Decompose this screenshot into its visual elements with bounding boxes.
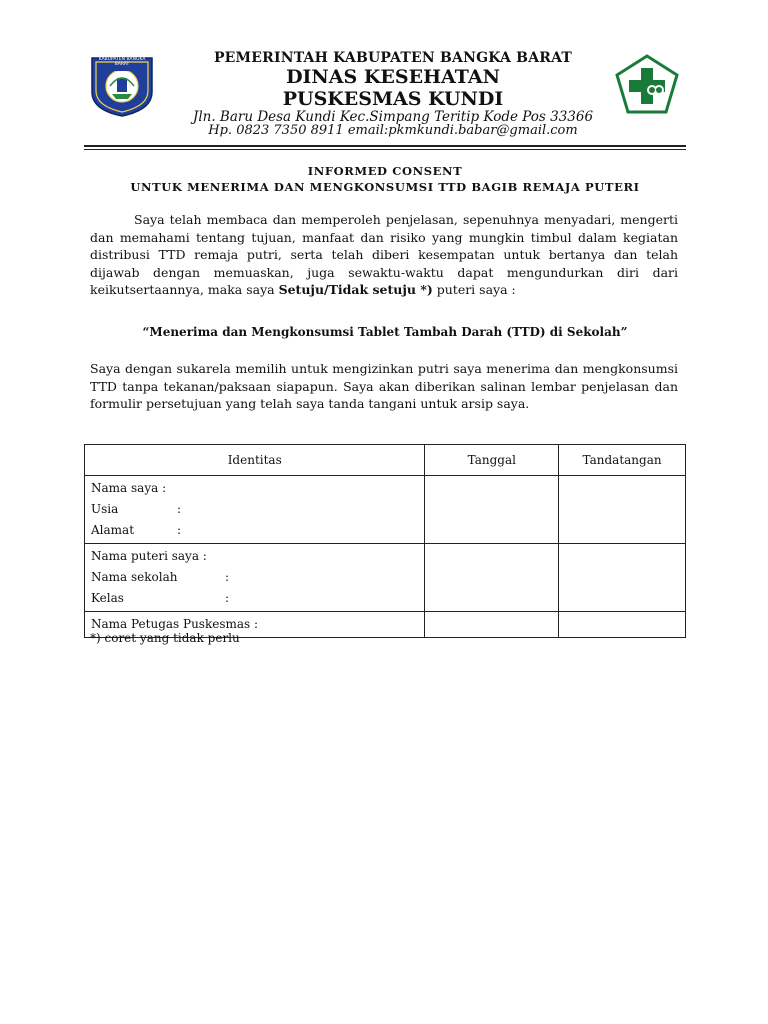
- header-tanggal: Tanggal: [425, 445, 559, 476]
- header-identitas: Identitas: [85, 445, 425, 476]
- field-nama-saya[interactable]: Nama saya :: [91, 481, 167, 495]
- date-cell[interactable]: [425, 612, 559, 638]
- letterhead-rule: [84, 145, 686, 147]
- footnote: *) coret yang tidak perlu: [90, 631, 240, 645]
- signature-cell[interactable]: [559, 544, 686, 612]
- clinic-contact: Hp. 0823 7350 8911 email:pkmkundi.babar@gmail.com: [208, 123, 578, 138]
- regency-name: PEMERINTAH KABUPATEN BANGKA BARAT: [213, 50, 573, 66]
- field-usia[interactable]: Usia :: [91, 502, 182, 516]
- document-subtitle: UNTUK MENERIMA DAN MENGKONSUMSI TTD BAGIB REMAJA PUTERI: [130, 180, 640, 194]
- date-cell[interactable]: [425, 476, 559, 544]
- signature-cell[interactable]: [559, 612, 686, 638]
- header-tandatangan: Tandatangan: [559, 445, 686, 476]
- consent-paragraph: [90, 211, 678, 299]
- consent-choice: Setuju/Tidak setuju *): [278, 282, 433, 297]
- field-nama-sekolah[interactable]: Nama sekolah :: [91, 570, 230, 584]
- clinic-name: PUSKESMAS KUNDI: [282, 88, 504, 110]
- identity-table: [84, 444, 686, 638]
- letterhead-rule-thin: [84, 149, 686, 150]
- table-header-row: [85, 445, 686, 476]
- consent-text-end: puteri saya :: [432, 282, 516, 297]
- field-kelas[interactable]: Kelas :: [91, 591, 230, 605]
- field-nama-petugas[interactable]: Nama Petugas Puskesmas :: [91, 617, 259, 631]
- table-row: [85, 476, 686, 544]
- date-cell[interactable]: [425, 544, 559, 612]
- crest-label: KABUPATEN BANGKA BARAT: [98, 57, 146, 67]
- regency-crest-icon: [88, 52, 156, 118]
- signature-cell[interactable]: [559, 476, 686, 544]
- agency-name: DINAS KESEHATAN: [286, 66, 500, 88]
- identity-cell: [85, 476, 425, 544]
- program-quote: “Menerima dan Mengkonsumsi Tablet Tambah Darah (TTD) di Sekolah”: [142, 325, 628, 339]
- voluntary-paragraph: Saya dengan sukarela memilih untuk mengizinkan putri saya menerima dan mengkonsumsi TTD tanpa tekanan/paksaan siapapun. Saya akan diberikan salinan lembar penjelasan dan formulir persetujuan yang telah saya tanda tangani untuk arsip saya.: [90, 361, 678, 411]
- identity-cell: [85, 544, 425, 612]
- document-title: INFORMED CONSENT: [307, 164, 463, 178]
- field-alamat[interactable]: Alamat :: [91, 523, 182, 537]
- consent-text: Saya telah membaca dan memperoleh penjelasan, sepenuhnya menyadari, mengerti dan memahami tentang tujuan, manfaat dan risiko yang mungkin timbul dalam kegiatan distribusi TTD remaja putri, serta telah diberi kesempatan untuk bertanya dan telah dijawab dengan memuaskan, juga sewaktu-waktu dapat mengundurkan diri dari keikutsertaannya, maka saya: [90, 212, 678, 297]
- table-row: [85, 544, 686, 612]
- clinic-address: Jln. Baru Desa Kundi Kec.Simpang Teritip Kode Pos 33366: [192, 109, 594, 125]
- field-nama-puteri[interactable]: Nama puteri saya :: [91, 549, 207, 563]
